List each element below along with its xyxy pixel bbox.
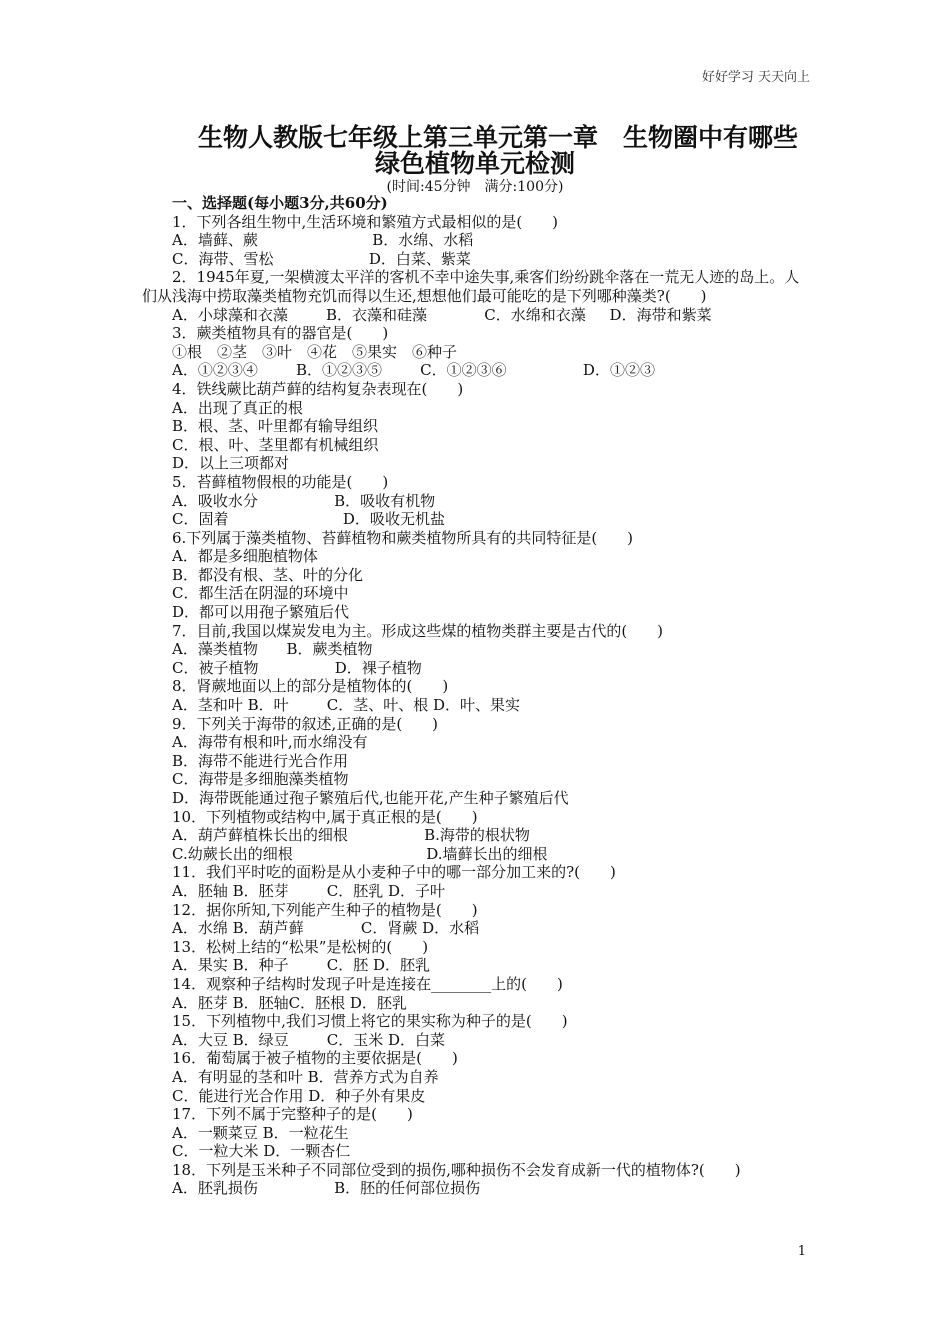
question-line: 10．下列植物或结构中,属于真正根的是( ) [172, 807, 478, 826]
option-line: C.幼蕨长出的细根 D.墙藓长出的细根 [172, 844, 548, 863]
question-line: 16．葡萄属于被子植物的主要依据是( ) [172, 1049, 458, 1068]
question-line: 1．下列各组生物中,生活环境和繁殖方式最相似的是( ) [172, 212, 559, 231]
option-line: A．①②③④ B．①②③⑤ C．①②③⑥ D．①②③ [172, 361, 655, 380]
option-line: A．胚芽 B．胚轴C．胚根 D．胚乳 [172, 993, 407, 1012]
option-line: C．根、叶、茎里都有机械组织 [172, 435, 379, 454]
option-line: A．一颗菜豆 B．一粒花生 [172, 1123, 349, 1142]
header-motto: 好好学习 天天向上 [701, 70, 810, 85]
question-line: 11．我们平时吃的面粉是从小麦种子中的哪一部分加工来的?( ) [172, 863, 616, 882]
question-line: 18．下列是玉米种子不同部位受到的损伤,哪种损伤不会发育成新一代的植物体?( ) [172, 1160, 741, 1179]
option-line: A．海带有根和叶,而水绵没有 [172, 733, 368, 752]
option-line: C．海带、雪松 D．白菜、紫菜 [172, 249, 471, 268]
option-line: A．胚乳损伤 B．胚的任何部位损伤 [172, 1179, 481, 1198]
option-line: D．海带既能通过孢子繁殖后代,也能开花,产生种子繁殖后代 [172, 789, 569, 807]
option-line: A．茎和叶 B．叶 C．茎、叶、根 D．叶、果实 [172, 696, 521, 715]
doc-subtitle: (时间:45分钟 满分:100分) [386, 179, 564, 195]
option-line: A．都是多细胞植物体 [172, 547, 318, 566]
option-line: A．藻类植物 B．蕨类植物 [172, 640, 373, 659]
option-line: A．出现了真正的根 [172, 398, 303, 417]
option-line: B．海带不能进行光合作用 [172, 751, 349, 770]
question-line: 6.下列属于藻类植物、苔藓植物和蕨类植物所具有的共同特征是( ) [172, 528, 634, 547]
question-line: 17．下列不属于完整种子的是( ) [172, 1105, 413, 1124]
option-line: C．被子植物 D．裸子植物 [172, 658, 422, 677]
option-line: C．固着 D．吸收无机盐 [172, 510, 445, 529]
option-line: C．海带是多细胞藻类植物 [172, 770, 349, 789]
option-line: D．以上三项都对 [172, 454, 290, 473]
option-line: A．吸收水分 B．吸收有机物 [172, 491, 436, 510]
question-list [142, 194, 814, 1198]
option-line: A．大豆 B．绿豆 C．玉米 D．白菜 [172, 1030, 446, 1049]
option-line: ①根 ②茎 ③叶 ④花 ⑤果实 ⑥种子 [172, 342, 458, 361]
doc-title-line1: 生物人教版七年级上第三单元第一章 生物圈中有哪些 [197, 123, 798, 152]
question-line: 9．下列关于海带的叙述,正确的是( ) [172, 714, 439, 733]
option-line: A．墙藓、蕨 B．水绵、水稻 [172, 231, 474, 250]
doc-title-line2: 绿色植物单元检测 [374, 149, 575, 178]
question-line: 2．1945年夏,一架横渡太平洋的客机不幸中途失事,乘客们纷纷跳伞落在一荒无人迹的岛上。人们从浅海中捞取藻类植物充饥而得以生还,想想他们最可能吃的是下列哪种藻类?( ) [142, 268, 800, 305]
question-line: 4．铁线蕨比葫芦藓的结构复杂表现在( ) [172, 379, 464, 398]
question-line: 15．下列植物中,我们习惯上将它的果实称为种子的是( ) [172, 1012, 568, 1031]
option-line: C．都生活在阴湿的环境中 [172, 584, 349, 603]
question-line: 7．目前,我国以煤炭发电为主。形成这些煤的植物类群主要是古代的( ) [172, 621, 664, 640]
question-line: 3．蕨类植物具有的器官是( ) [172, 324, 389, 343]
option-line: C．能进行光合作用 D．种子外有果皮 [172, 1086, 426, 1105]
option-line: A．胚轴 B．胚芽 C．胚乳 D．子叶 [172, 881, 446, 900]
question-line: 5．苔藓植物假根的功能是( ) [172, 472, 389, 491]
option-line: A．果实 B．种子 C．胚 D．胚乳 [172, 956, 431, 975]
option-line: D．都可以用孢子繁殖后代 [172, 603, 350, 622]
option-line: B．都没有根、茎、叶的分化 [172, 565, 364, 584]
option-line: A．有明显的茎和叶 B．营养方式为自养 [172, 1067, 439, 1086]
option-line: C．一粒大米 D．一颗杏仁 [172, 1142, 351, 1161]
section-heading: 一、选择题(每小题3分,共60分) [172, 194, 388, 212]
question-line: 13．松树上结的“松果”是松树的( ) [172, 937, 429, 956]
option-line: A．小球藻和衣藻 B．衣藻和硅藻 C．水绵和衣藻 D．海带和紫菜 [172, 305, 712, 324]
option-line: A．水绵 B．葫芦藓 C．肾蕨 D．水稻 [172, 919, 480, 938]
question-line: 12．据你所知,下列能产生种子的植物是( ) [172, 900, 478, 919]
option-line: B．根、茎、叶里都有输导组织 [172, 417, 379, 436]
page-number: 1 [797, 1244, 806, 1259]
question-line: 14．观察种子结构时发现子叶是连接在________上的( ) [172, 974, 563, 993]
option-line: A．葫芦藓植株长出的细根 B.海带的根状物 [172, 826, 530, 845]
question-line: 8．肾蕨地面以上的部分是植物体的( ) [172, 677, 449, 696]
